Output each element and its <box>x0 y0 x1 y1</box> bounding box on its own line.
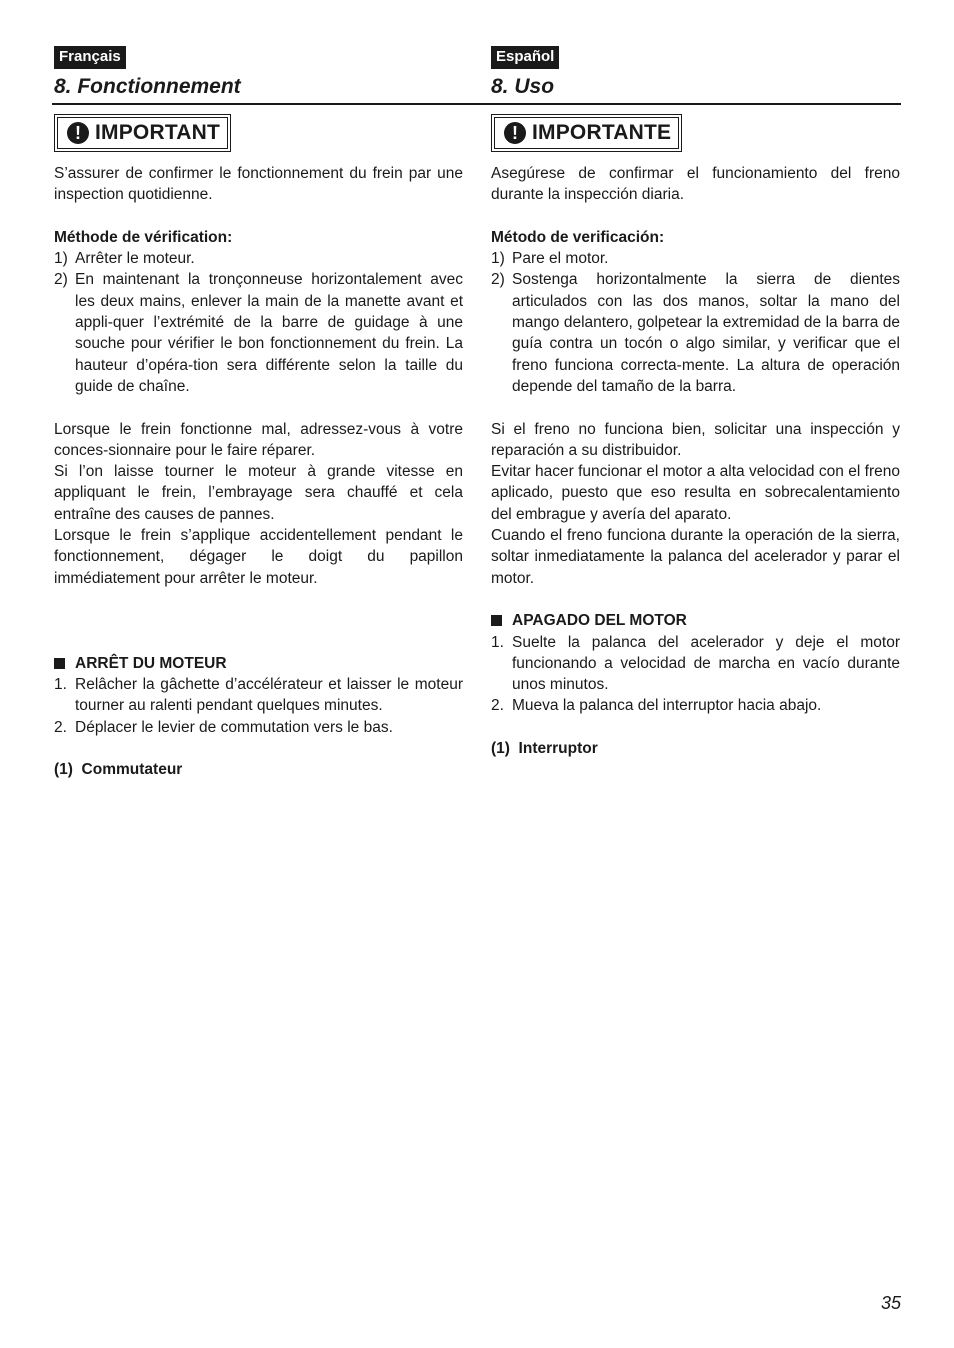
stop-heading-french: ARRÊT DU MOTEUR <box>54 653 463 674</box>
language-tag-french: Français <box>54 46 126 69</box>
caption-french: (1) Commutateur <box>54 761 183 779</box>
important-box-spanish <box>491 114 682 152</box>
check-steps-french <box>54 248 463 397</box>
intro-spanish: Asegúrese de confirmar el funcionamiento del freno durante la inspección diaria. <box>491 165 900 204</box>
paragraph-3-french: Lorsque le frein s’applique accidentellement pendant le fonctionnement, dégager le doigt du papillon immédiatement pour arrêter le moteur. <box>54 527 463 587</box>
intro-french: S’assurer de confirmer le fonctionnement du frein par une inspection quotidienne. <box>54 165 463 204</box>
section-title-french: 8. Fonctionnement <box>54 75 241 98</box>
check-steps-spanish <box>491 248 900 397</box>
exclamation-circle-icon: ! <box>67 122 89 144</box>
stop-steps-spanish <box>491 632 900 717</box>
section-title-spanish: 8. Uso <box>491 75 555 98</box>
list-item: 1) Pare el motor. <box>491 250 609 268</box>
column-french <box>54 46 463 781</box>
stop-steps-french <box>54 674 463 738</box>
method-label-spanish: Método de verificación: <box>491 228 665 246</box>
exclamation-circle-icon: ! <box>504 122 526 144</box>
important-label-spanish: IMPORTANTE <box>532 121 672 144</box>
page-number: 35 <box>880 1293 901 1313</box>
list-item: 1) Arrêter le moteur. <box>54 250 195 268</box>
important-label-french: IMPORTANT <box>95 121 221 144</box>
list-item: 2. Déplacer le levier de commutation vers le bas. <box>54 718 393 736</box>
list-item: 2) En maintenant la tronçonneuse horizontalement avec les deux mains, enlever la main de la manette avant et appli-quer l’extrémité de la barre de guidage à une souche pour vérifier le bon fonctionnement du frein. La hauteur d’opéra-tion sera différente selon la taille du guide de chaîne. <box>54 271 463 395</box>
square-bullet-icon <box>54 658 65 669</box>
paragraph-1-french: Lorsque le frein fonctionne mal, adressez-vous à votre conces-sionnaire pour le faire réparer. <box>54 420 463 459</box>
list-item: 2. Mueva la palanca del interruptor hacia abajo. <box>491 697 822 715</box>
paragraph-2-spanish: Evitar hacer funcionar el motor a alta velocidad con el freno aplicado, puesto que eso resulta en sobrecalentamiento del embrague y avería del aparato. <box>491 463 900 523</box>
important-box-french <box>54 114 231 152</box>
paragraph-3-spanish: Cuando el freno funciona durante la operación de la sierra, soltar inmediatamente la palanca del acelerador y parar el motor. <box>491 527 900 587</box>
list-item: 2) Sostenga horizontalmente la sierra de dientes articulados con las dos manos, soltar la mano del mango delantero, golpetear la extremidad de la barra de guía contra un tocón o algo similar, y verificar que el freno funciona correcta-mente. La altura de operación depende del tamaño de la barra. <box>491 271 900 395</box>
list-item: 1. Suelte la palanca del acelerador y deje el motor funcionando a velocidad de marcha en vacío durante unos minutos. <box>491 633 900 694</box>
column-spanish <box>491 46 900 759</box>
square-bullet-icon <box>491 615 502 626</box>
paragraph-1-spanish: Si el freno no funciona bien, solicitar una inspección y reparación a su distribuidor. <box>491 420 900 459</box>
stop-heading-spanish: APAGADO DEL MOTOR <box>491 610 900 631</box>
paragraph-2-french: Si l’on laisse tourner le moteur à grande vitesse en appliquant le frein, l’embrayage sera chauffé et cela entraîne des causes de pannes. <box>54 463 463 523</box>
list-item: 1. Relâcher la gâchette d’accélérateur et laisser le moteur tourner au ralenti pendant quelques minutes. <box>54 676 463 715</box>
method-label-french: Méthode de vérification: <box>54 228 233 246</box>
language-tag-spanish: Español <box>491 46 559 69</box>
caption-spanish: (1) Interruptor <box>491 740 598 758</box>
